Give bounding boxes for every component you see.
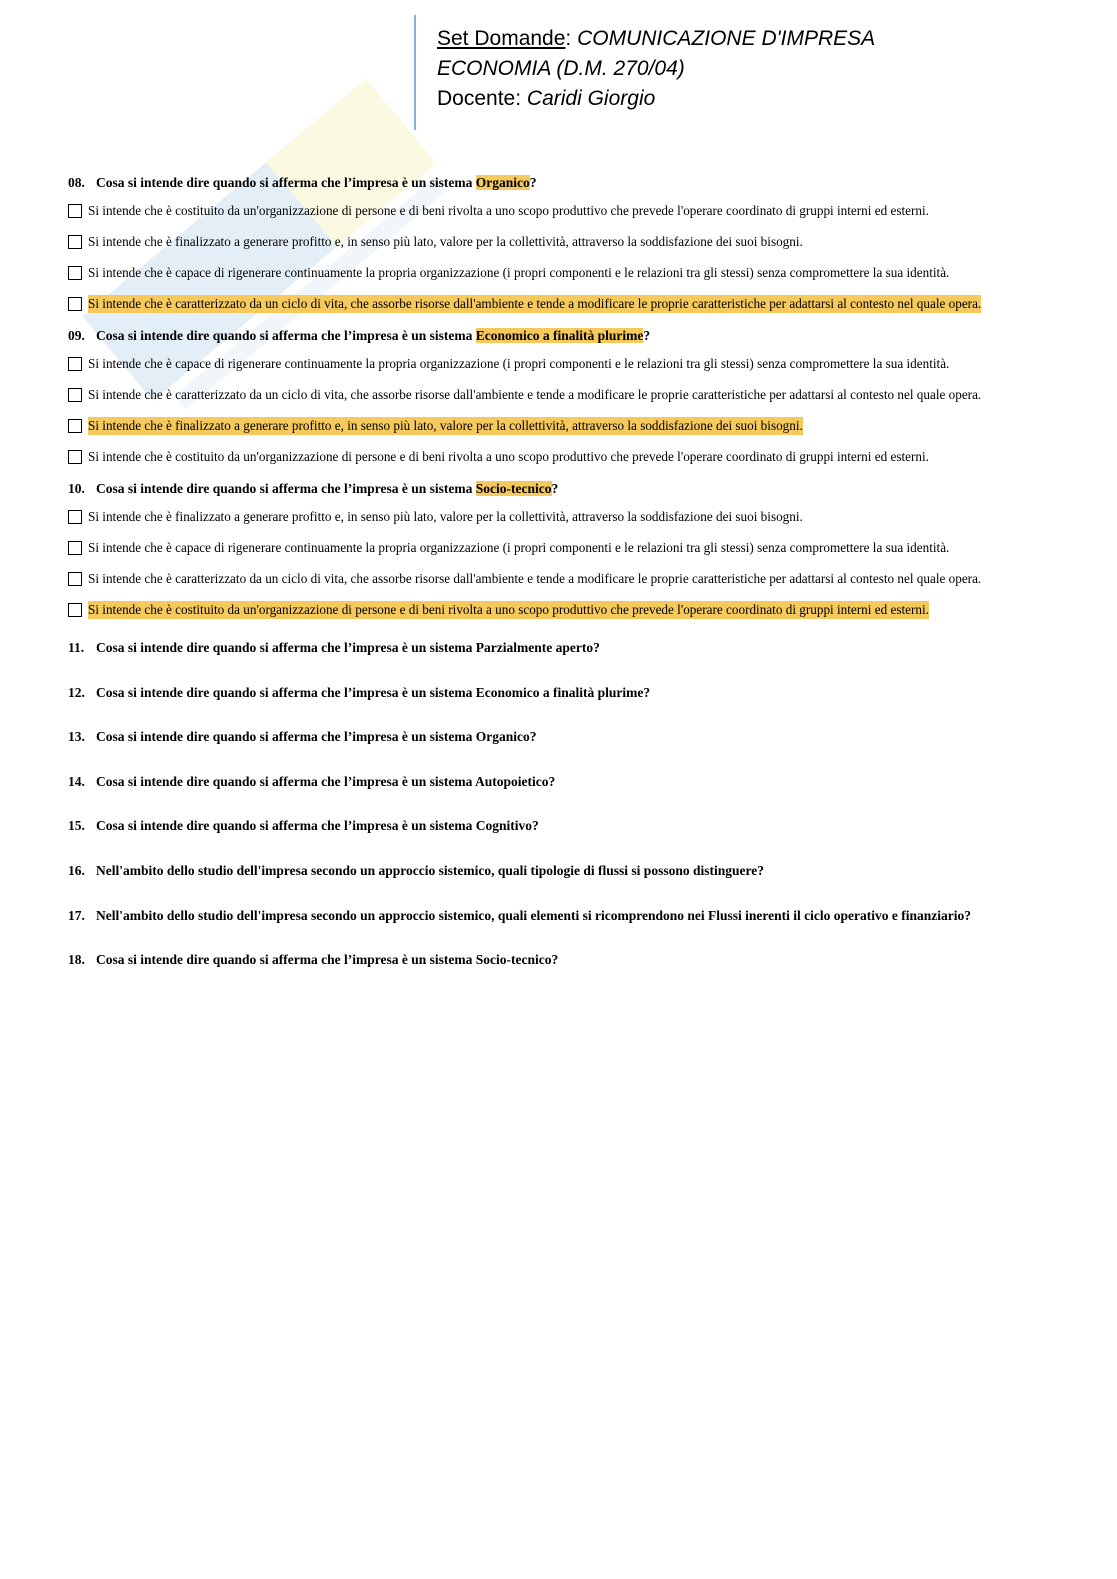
question-text: Cosa si intende dire quando si afferma che l’impresa è un sistema Organico? <box>96 729 537 745</box>
answer-option[interactable] <box>68 264 1068 282</box>
open-question <box>68 951 1068 969</box>
question-title <box>68 174 1068 192</box>
answer-option[interactable] <box>68 355 1068 373</box>
checkbox-icon[interactable] <box>68 572 82 586</box>
question-number: 10. <box>68 481 85 496</box>
question-block <box>68 174 1068 313</box>
open-question <box>68 639 1068 657</box>
checkbox-icon[interactable] <box>68 541 82 555</box>
checkbox-icon[interactable] <box>68 235 82 249</box>
answer-option-text: Si intende che è finalizzato a generare profitto e, in senso più lato, valore per la collettività, attraverso la soddisfazione dei suoi bisogni. <box>88 234 803 249</box>
answer-option[interactable] <box>68 570 1068 588</box>
question-text: Cosa si intende dire quando si afferma che l’impresa è un sistema <box>96 175 476 190</box>
teacher-name: Caridi Giorgio <box>526 87 656 110</box>
checkbox-icon[interactable] <box>68 603 82 617</box>
question-title <box>68 480 1068 498</box>
checkbox-icon[interactable] <box>68 419 82 433</box>
answer-option[interactable] <box>68 417 1068 435</box>
answer-option-text: Si intende che è costituito da un'organizzazione di persone e di beni rivolta a uno scopo produttivo che prevede l'operare coordinato di gruppi interni ed esterni. <box>88 602 929 617</box>
answer-option-text: Si intende che è costituito da un'organizzazione di persone e di beni rivolta a uno scopo produttivo che prevede l'operare coordinato di gruppi interni ed esterni. <box>88 203 929 218</box>
question-text: Cosa si intende dire quando si afferma che l’impresa è un sistema Economico a finalità plurime? <box>96 684 651 700</box>
checkbox-icon[interactable] <box>68 510 82 524</box>
question-block <box>68 327 1068 466</box>
question-mark: ? <box>551 481 559 496</box>
question-number: 13. <box>68 729 85 745</box>
set-label: Set Domande <box>437 27 566 50</box>
answered-questions <box>68 174 1068 619</box>
question-number: 14. <box>68 773 85 789</box>
checkbox-icon[interactable] <box>68 297 82 311</box>
teacher-label: Docente: <box>437 87 522 110</box>
answer-option-text: Si intende che è caratterizzato da un ciclo di vita, che assorbe risorse dall'ambiente e tende a modificare le proprie caratteristiche per adattarsi al contesto nel quale opera. <box>88 387 982 402</box>
question-text: Nell'ambito dello studio dell'impresa secondo un approccio sistemico, quali elementi si ricomprendono nei Flussi inerenti il ciclo operativo e finanziario? <box>96 907 971 923</box>
question-number: 15. <box>68 818 85 834</box>
question-text: Cosa si intende dire quando si afferma che l’impresa è un sistema Parzialmente aperto? <box>96 640 600 655</box>
question-list <box>68 174 1068 996</box>
checkbox-icon[interactable] <box>68 357 82 371</box>
question-text: Cosa si intende dire quando si afferma che l’impresa è un sistema Autopoietico? <box>96 773 556 789</box>
open-question <box>68 684 1068 702</box>
answer-option-text: Si intende che è caratterizzato da un ciclo di vita, che assorbe risorse dall'ambiente e tende a modificare le proprie caratteristiche per adattarsi al contesto nel quale opera. <box>88 296 982 311</box>
question-number: 17. <box>68 907 85 923</box>
answer-option[interactable] <box>68 202 1068 220</box>
open-question <box>68 817 1068 835</box>
question-block <box>68 480 1068 619</box>
question-number: 16. <box>68 862 85 878</box>
open-questions <box>68 639 1068 969</box>
question-text: Cosa si intende dire quando si afferma che l’impresa è un sistema <box>96 481 476 496</box>
open-question <box>68 728 1068 746</box>
document-header <box>437 24 875 114</box>
question-number: 18. <box>68 952 85 968</box>
answer-option[interactable] <box>68 601 1068 619</box>
answer-option-text: Si intende che è finalizzato a generare profitto e, in senso più lato, valore per la collettività, attraverso la soddisfazione dei suoi bisogni. <box>88 509 803 524</box>
answer-option[interactable] <box>68 295 1068 313</box>
answer-option-text: Si intende che è finalizzato a generare profitto e, in senso più lato, valore per la collettività, attraverso la soddisfazione dei suoi bisogni. <box>88 418 803 433</box>
question-text: Cosa si intende dire quando si afferma che l’impresa è un sistema Socio-tecnico? <box>96 952 559 968</box>
course-name: COMUNICAZIONE D'IMPRESA <box>577 27 876 50</box>
header-line-3 <box>437 84 875 114</box>
question-number: 12. <box>68 684 85 700</box>
question-text: Cosa si intende dire quando si afferma che l’impresa è un sistema <box>96 328 476 343</box>
question-mark: ? <box>529 175 537 190</box>
answer-option[interactable] <box>68 386 1068 404</box>
question-keyword-highlight: Economico a finalità plurime <box>475 328 644 343</box>
answer-option-text: Si intende che è capace di rigenerare continuamente la propria organizzazione (i propri componenti e le relazioni tra gli stessi) senza compromettere la sua identità. <box>88 356 950 371</box>
answer-option[interactable] <box>68 539 1068 557</box>
open-question <box>68 907 1068 925</box>
answer-option-text: Si intende che è capace di rigenerare continuamente la propria organizzazione (i propri componenti e le relazioni tra gli stessi) senza compromettere la sua identità. <box>88 265 950 280</box>
answer-option-text: Si intende che è capace di rigenerare continuamente la propria organizzazione (i propri componenti e le relazioni tra gli stessi) senza compromettere la sua identità. <box>88 540 950 555</box>
checkbox-icon[interactable] <box>68 388 82 402</box>
program-name: ECONOMIA (D.M. 270/04) <box>437 57 685 80</box>
answer-option-text: Si intende che è costituito da un'organizzazione di persone e di beni rivolta a uno scopo produttivo che prevede l'operare coordinato di gruppi interni ed esterni. <box>88 449 929 464</box>
answer-option[interactable] <box>68 233 1068 251</box>
question-number: 08. <box>68 175 85 190</box>
checkbox-icon[interactable] <box>68 450 82 464</box>
question-text: Cosa si intende dire quando si afferma che l’impresa è un sistema Cognitivo? <box>96 818 539 834</box>
open-question <box>68 773 1068 791</box>
header-line-1 <box>437 24 875 54</box>
checkbox-icon[interactable] <box>68 204 82 218</box>
set-colon: : <box>565 27 572 50</box>
question-text: Nell'ambito dello studio dell'impresa secondo un approccio sistemico, quali tipologie di flussi si possono distinguere? <box>96 862 764 878</box>
answer-option-text: Si intende che è caratterizzato da un ciclo di vita, che assorbe risorse dall'ambiente e tende a modificare le proprie caratteristiche per adattarsi al contesto nel quale opera. <box>88 571 982 586</box>
question-number: 09. <box>68 328 85 343</box>
answer-option[interactable] <box>68 508 1068 526</box>
answer-option[interactable] <box>68 448 1068 466</box>
checkbox-icon[interactable] <box>68 266 82 280</box>
question-mark: ? <box>643 328 651 343</box>
header-divider <box>414 15 416 130</box>
question-number: 11. <box>68 640 85 655</box>
question-keyword-highlight: Socio-tecnico <box>475 481 552 496</box>
question-keyword-highlight: Organico <box>475 175 530 190</box>
open-question <box>68 862 1068 880</box>
question-title <box>68 327 1068 345</box>
